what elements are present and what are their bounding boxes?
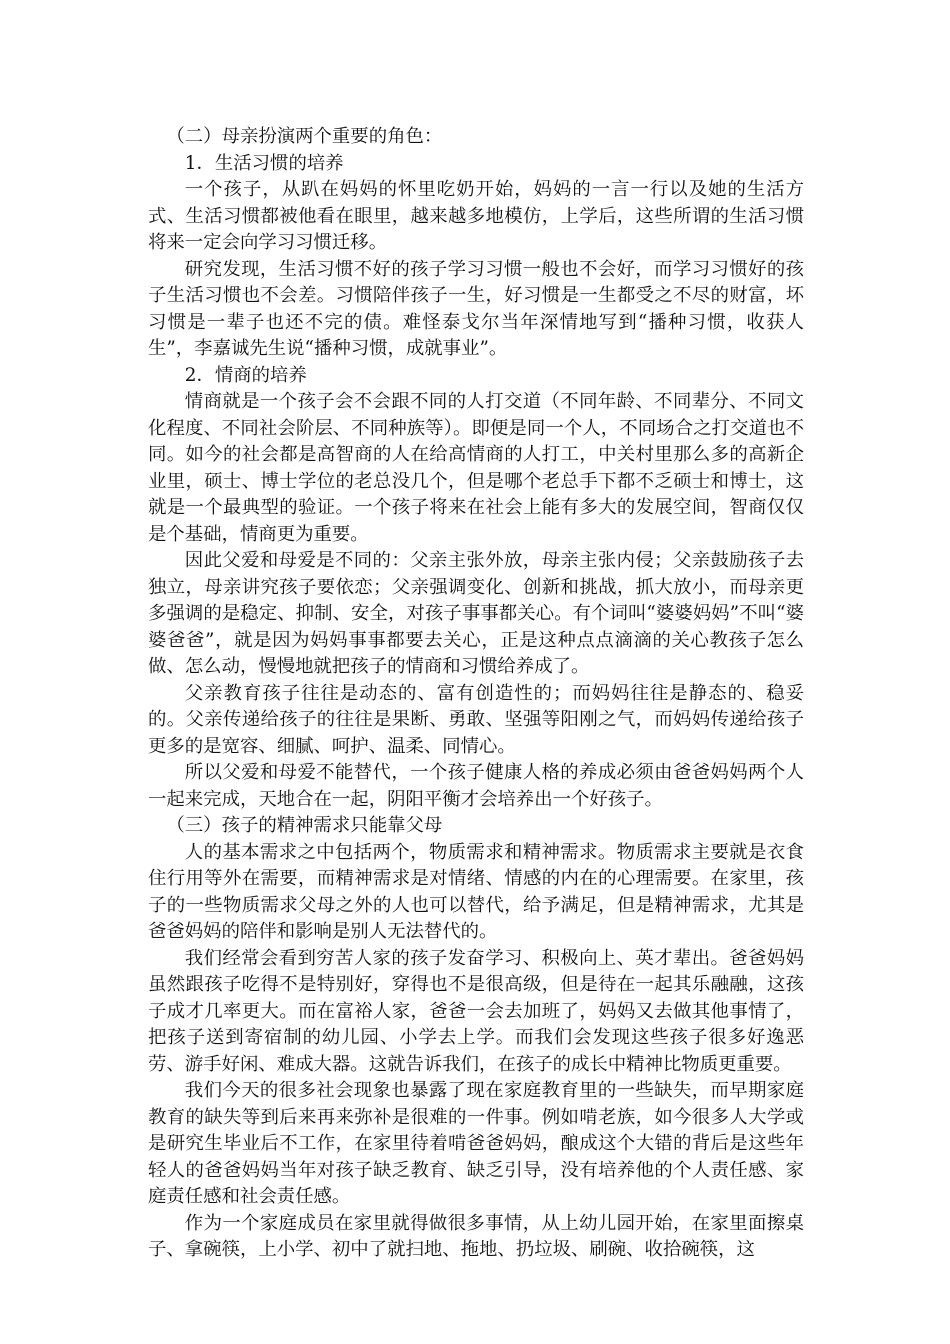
paragraph: 我们经常会看到穷苦人家的孩子发奋学习、积极向上、英才辈出。爸爸妈妈虽然跟孩子吃得不是特别好，穿得也不是很高级，但是待在一起其乐融融，这孩子成才几率更大。而在富裕人家，爸爸一会去加班了，妈妈又去做其他事情了，把孩子送到寄宿制的幼儿园、小学去上学。而我们会发现这些孩子很多好逸恶劳、游手好闲、难成大器。这就告诉我们，在孩子的成长中精神比物质更重要。	[148, 947, 804, 1075]
subsection-heading-1: 1．生活习惯的培养	[184, 152, 344, 174]
subsection-heading-2: 2．情商的培养	[184, 364, 307, 386]
paragraph: 我们今天的很多社会现象也暴露了现在家庭教育里的一些缺失，而早期家庭教育的缺失等到后来再来弥补是很难的一件事。例如啃老族，如今很多人大学或是研究生毕业后不工作，在家里待着啃爸爸妈妈，酿成这个大错的背后是这些年轻人的爸爸妈妈当年对孩子缺乏教育、缺乏引导，没有培养他的个人责任感、家庭责任感和社会责任感。	[148, 1080, 804, 1207]
section-heading-3: （三）孩子的精神需求只能靠父母	[166, 815, 443, 836]
paragraph: 所以父爱和母爱不能替代，一个孩子健康人格的养成必须由爸爸妈妈两个人一起来完成，天地合在一起，阴阳平衡才会培养出一个好孩子。	[148, 762, 804, 810]
paragraph: 情商就是一个孩子会不会跟不同的人打交道（不同年龄、不同辈分、不同文化程度、不同社会阶层、不同种族等）。即便是同一个人，不同场合之打交道也不同。如今的社会都是高智商的人在给高情商的人打工，中关村里那么多的高新企业里，硕士、博士学位的老总没几个，但是哪个老总手下都不乏硕士和博士，这就是一个最典型的验证。一个孩子将来在社会上能有多大的发展空间，智商仅仅是个基础，情商更为重要。	[148, 391, 804, 545]
paragraph: 人的基本需求之中包括两个，物质需求和精神需求。物质需求主要就是衣食住行用等外在需要，而精神需求是对情绪、情感的内在的心理需要。在家里，孩子的一些物质需求父母之外的人也可以替代，给予满足，但是精神需求，尤其是爸爸妈妈的陪伴和影响是别人无法替代的。	[148, 841, 804, 942]
paragraph: 因此父爱和母爱是不同的：父亲主张外放，母亲主张内侵；父亲鼓励孩子去独立，母亲讲究孩子要依恋；父亲强调变化、创新和挑战，抓大放小，而母亲更多强调的是稳定、抑制、安全，对孩子事事都关心。有个词叫“婆婆妈妈”不叫“婆婆爸爸”，就是因为妈妈事事都要去关心，正是这种点点滴滴的关心教孩子怎么做、怎么动，慢慢地就把孩子的情商和习惯给养成了。	[148, 550, 804, 677]
paragraph: 父亲教育孩子往往是动态的、富有创造性的；而妈妈往往是静态的、稳妥的。父亲传递给孩子的往往是果断、勇敢、坚强等阳刚之气，而妈妈传递给孩子更多的是宽容、细腻、呵护、温柔、同情心。	[148, 682, 804, 757]
paragraph: 研究发现，生活习惯不好的孩子学习习惯一般也不会好，而学习习惯好的孩子生活习惯也不会差。习惯陪伴孩子一生，好习惯是一生都受之不尽的财富，坏习惯是一辈子也还不完的债。难怪泰戈尔当年深情地写到“播种习惯，收获人生”，李嘉诚先生说“播种习惯，成就事业”。	[148, 258, 804, 359]
paragraph: 一个孩子，从趴在妈妈的怀里吃奶开始，妈妈的一言一行以及她的生活方式、生活习惯都被他看在眼里，越来越多地模仿，上学后，这些所谓的生活习惯将来一定会向学习习惯迁移。	[148, 179, 804, 253]
section-heading-2: （二）母亲扮演两个重要的角色：	[166, 126, 443, 147]
paragraph: 作为一个家庭成员在家里就得做很多事情，从上幼儿园开始，在家里面擦桌子、拿碗筷，上小学、初中了就扫地、拖地、扔垃圾、刷碗、收拾碗筷，这	[148, 1212, 804, 1260]
document-page	[148, 124, 804, 1264]
